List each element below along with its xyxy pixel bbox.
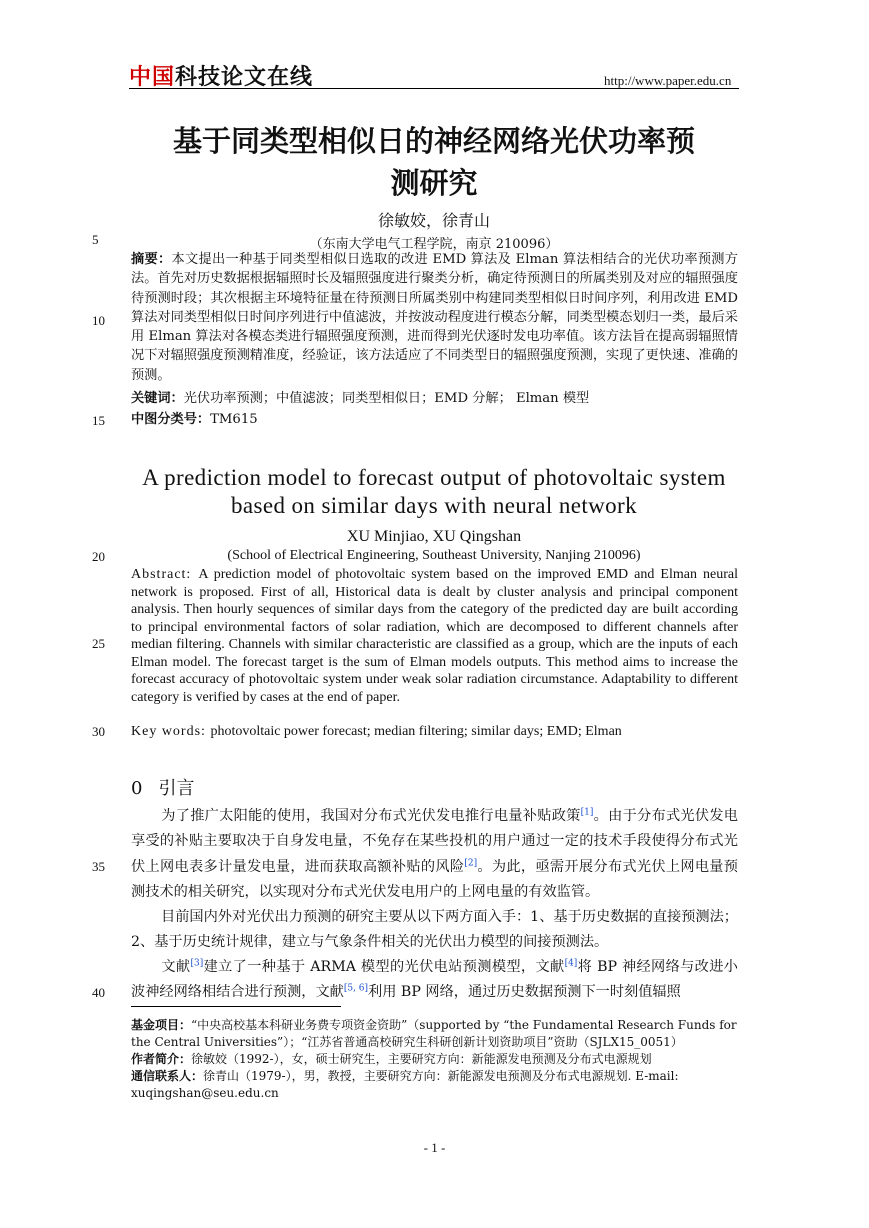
line-number: 15 <box>92 413 105 428</box>
header-rule <box>129 88 739 89</box>
line-number: 30 <box>92 724 105 739</box>
line-number: 40 <box>92 985 105 1000</box>
line-number: 10 <box>92 313 105 328</box>
authors-en: XU Minjiao, XU Qingshan <box>346 528 522 545</box>
abstract-en: Abstract: A prediction model of photovoltaic system based on the improved EMD and Elman neural network is proposed. First of all, Historical data is dealt by cluster analysis and principal component analysis. Then hourly sequences of similar days from the category of the predicted day are built according to principal environmental factors of solar radiation, which are decomposed to different channels after median filtering. Channels with similar characteristic are classified as a group, which are the inputs of each Elman model. The forecast target is the sum of Elman models outputs. This method aims to increase the forecast accuracy of photovoltaic system under weak solar radiation circumstance. Adaptability to different category is verified by cases at the end of paper. <box>131 567 738 705</box>
citation-link[interactable]: [3] <box>190 958 204 969</box>
intro-paragraph-1: 为了推广太阳能的使用，我国对分布式光伏发电推行电量补贴政策[1]。由于分布式光伏发电享受的补贴主要取决于自身发电量，不免存在某些投机的用户通过一定的技术手段使得分布式光伏上网电表多计量发电量，进而获取高额补贴的风险[2]。为此，亟需开展分布式光伏上网电量预测技术的相关研究，以实现对分布式光伏发电用户的上网电量的有效监管。 <box>131 807 738 900</box>
authors-cn: 徐敏姣，徐青山 <box>377 211 490 230</box>
affiliation-cn: （东南大学电气工程学院，南京 210096） <box>309 237 559 252</box>
line-number: 20 <box>92 549 105 564</box>
paper-title-cn: 基于同类型相似日的神经网络光伏功率预 测研究 <box>172 124 695 200</box>
citation-link[interactable]: [1] <box>580 807 594 818</box>
citation-link[interactable]: [4] <box>564 958 578 969</box>
section-heading: 0 引言 <box>131 778 195 799</box>
line-number: 25 <box>92 636 105 651</box>
site-url[interactable]: http://www.paper.edu.cn <box>604 73 732 88</box>
line-number: 5 <box>92 232 99 247</box>
affiliation-en: (School of Electrical Engineering, Southeast University, Nanjing 210096) <box>227 548 641 563</box>
page-number: - 1 - <box>423 1140 446 1155</box>
footnote-rule <box>131 1006 341 1007</box>
citation-link[interactable]: [2] <box>464 857 478 868</box>
intro-paragraph-3: 文献[3]建立了一种基于 ARMA 模型的光伏电站预测模型，文献[4]将 BP 神经网络与改进小波神经网络相结合进行预测，文献[5, 6]利用 BP 网络，通过历史数据预测下一时刻值辐照 <box>131 958 738 1001</box>
footnote-author: 作者简介：徐敏姣（1992-），女，硕士研究生，主要研究方向：新能源发电预测及分布式电源规划 <box>131 1052 652 1066</box>
line-number: 35 <box>92 859 105 874</box>
classification-number: 中图分类号：TM615 <box>131 412 258 427</box>
journal-logo: 中国科技论文在线 <box>129 65 314 90</box>
abstract-cn: 摘要：本文提出一种基于同类型相似日选取的改进 EMD 算法及 Elman 算法相结合的光伏功率预测方法。首先对历史数据根据辐照时长及辐照强度进行聚类分析，确定待预测日的所属类别及对应的辐照强度待预测时段；其次根据主环境特征量在待预测日所属类别中构建同类型相似日时间序列，利用改进 EMD 算法对同类型相似日时间序列进行中值滤波，并按波动程度进行模态分解，同类型模态划归一类，最后采用 Elman 算法对各模态类进行辐照强度预测，进而得到光伏逐时发电功率值。该方法旨在提高弱辐照情况下对辐照强度预测精准度，经验证，该方法适应了不同类型日的辐照强度预测，实现了更快速、准确的预测。 <box>131 252 738 383</box>
keywords-cn: 关键词：光伏功率预测；中值滤波；同类型相似日；EMD 分解； Elman 模型 <box>131 391 590 406</box>
citation-link[interactable]: [5, 6] <box>343 983 369 994</box>
footnote-correspondence: 通信联系人：徐青山（1979-），男，教授，主要研究方向：新能源发电预测及分布式电源规划. E-mail: xuqingshan@seu.edu.cn <box>131 1069 679 1100</box>
intro-paragraph-2: 目前国内外对光伏出力预测的研究主要从以下两方面入手：1、基于历史数据的直接预测法；2、基于历史统计规律，建立与气象条件相关的光伏出力模型的间接预测法。 <box>131 909 738 951</box>
keywords-en: Key words: photovoltaic power forecast; median filtering; similar days; EMD; Elman <box>131 724 622 739</box>
footnote-funding: 基金项目：“中央高校基本科研业务费专项资金资助”（supported by “the Fundamental Research Funds for the Central Universities”）；“江苏省普通高校研究生科研创新计划资助项目”资助（SJLX15_0051） <box>131 1018 737 1049</box>
paper-title-en: A prediction model to forecast output of photovoltaic system based on similar days with neural network <box>142 465 726 518</box>
